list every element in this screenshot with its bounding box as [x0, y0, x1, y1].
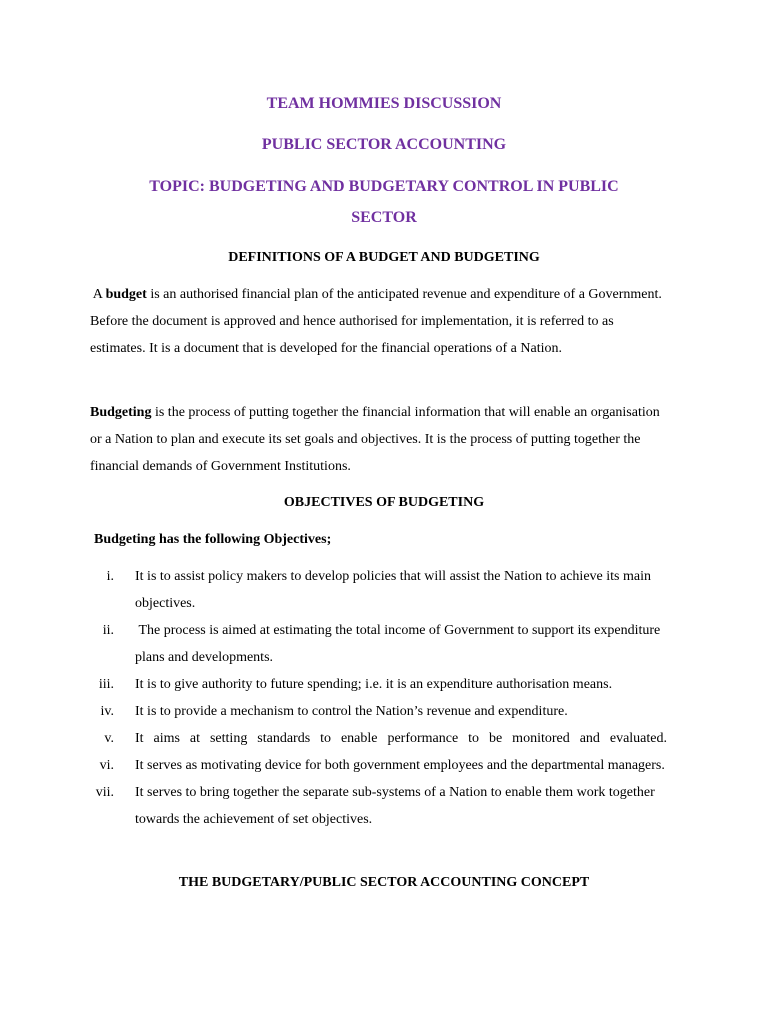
concept-heading: THE BUDGETARY/PUBLIC SECTOR ACCOUNTING CONCEPT [178, 875, 590, 890]
list-item-text: It is to provide a mechanism to control the Nation’s revenue and expenditure. [135, 704, 568, 719]
list-item-number: iii. [98, 677, 114, 692]
list-item-text: It serves to bring together the separate sub-systems of a Nation to enable them work together towards the achievement of set objectives. [135, 785, 655, 827]
list-item-number: vi. [99, 758, 114, 773]
objectives-list [0, 563, 768, 833]
title-team: TEAM HOMMIES DISCUSSION [266, 95, 502, 112]
list-item [0, 725, 768, 752]
title-topic-continued: SECTOR [351, 209, 417, 226]
list-item-number: i. [106, 569, 114, 584]
title-topic: TOPIC: BUDGETING AND BUDGETARY CONTROL IN PUBLIC [149, 178, 619, 195]
list-item-number: ii. [102, 623, 114, 638]
list-item [0, 617, 768, 671]
objectives-heading: OBJECTIVES OF BUDGETING [283, 495, 485, 510]
budget-prefix: A [90, 287, 106, 302]
list-item [0, 671, 768, 698]
list-item-number: v. [104, 731, 114, 746]
list-item-text: It aims at setting standards to enable performance to be monitored and evaluated. [135, 731, 667, 746]
budgeting-definition-paragraph [90, 399, 670, 480]
objectives-intro: Budgeting has the following Objectives; [94, 532, 332, 547]
list-item [0, 779, 768, 833]
list-item [0, 698, 768, 725]
list-item-number: iv. [100, 704, 114, 719]
list-item [0, 563, 768, 617]
title-course: PUBLIC SECTOR ACCOUNTING [261, 136, 507, 153]
list-item-text: It is to give authority to future spending; i.e. it is an expenditure authorisation means. [135, 677, 613, 692]
definitions-heading: DEFINITIONS OF A BUDGET AND BUDGETING [228, 250, 540, 265]
list-item [0, 752, 768, 779]
list-item-text: It serves as motivating device for both government employees and the departmental managers. [135, 758, 665, 773]
budget-definition-paragraph [90, 281, 670, 362]
budget-term: budget [105, 287, 147, 302]
budgeting-definition-text: is the process of putting together the financial information that will enable an organisation or a Nation to plan and execute its set goals and objectives. It is the process of putting together the financial demands of Government Institutions. [90, 405, 660, 474]
budget-definition-text: is an authorised financial plan of the anticipated revenue and expenditure of a Government. Before the document is approved and hence authorised for implementation, it is referred to as estimates. It is a document that is developed for the financial operations of a Nation. [90, 287, 662, 356]
list-item-number: vii. [95, 785, 114, 800]
list-item-text: It is to assist policy makers to develop policies that will assist the Nation to achieve its main objectives. [135, 569, 651, 611]
list-item-text: The process is aimed at estimating the total income of Government to support its expenditure plans and developments. [135, 623, 664, 665]
budgeting-term: Budgeting [90, 405, 152, 420]
